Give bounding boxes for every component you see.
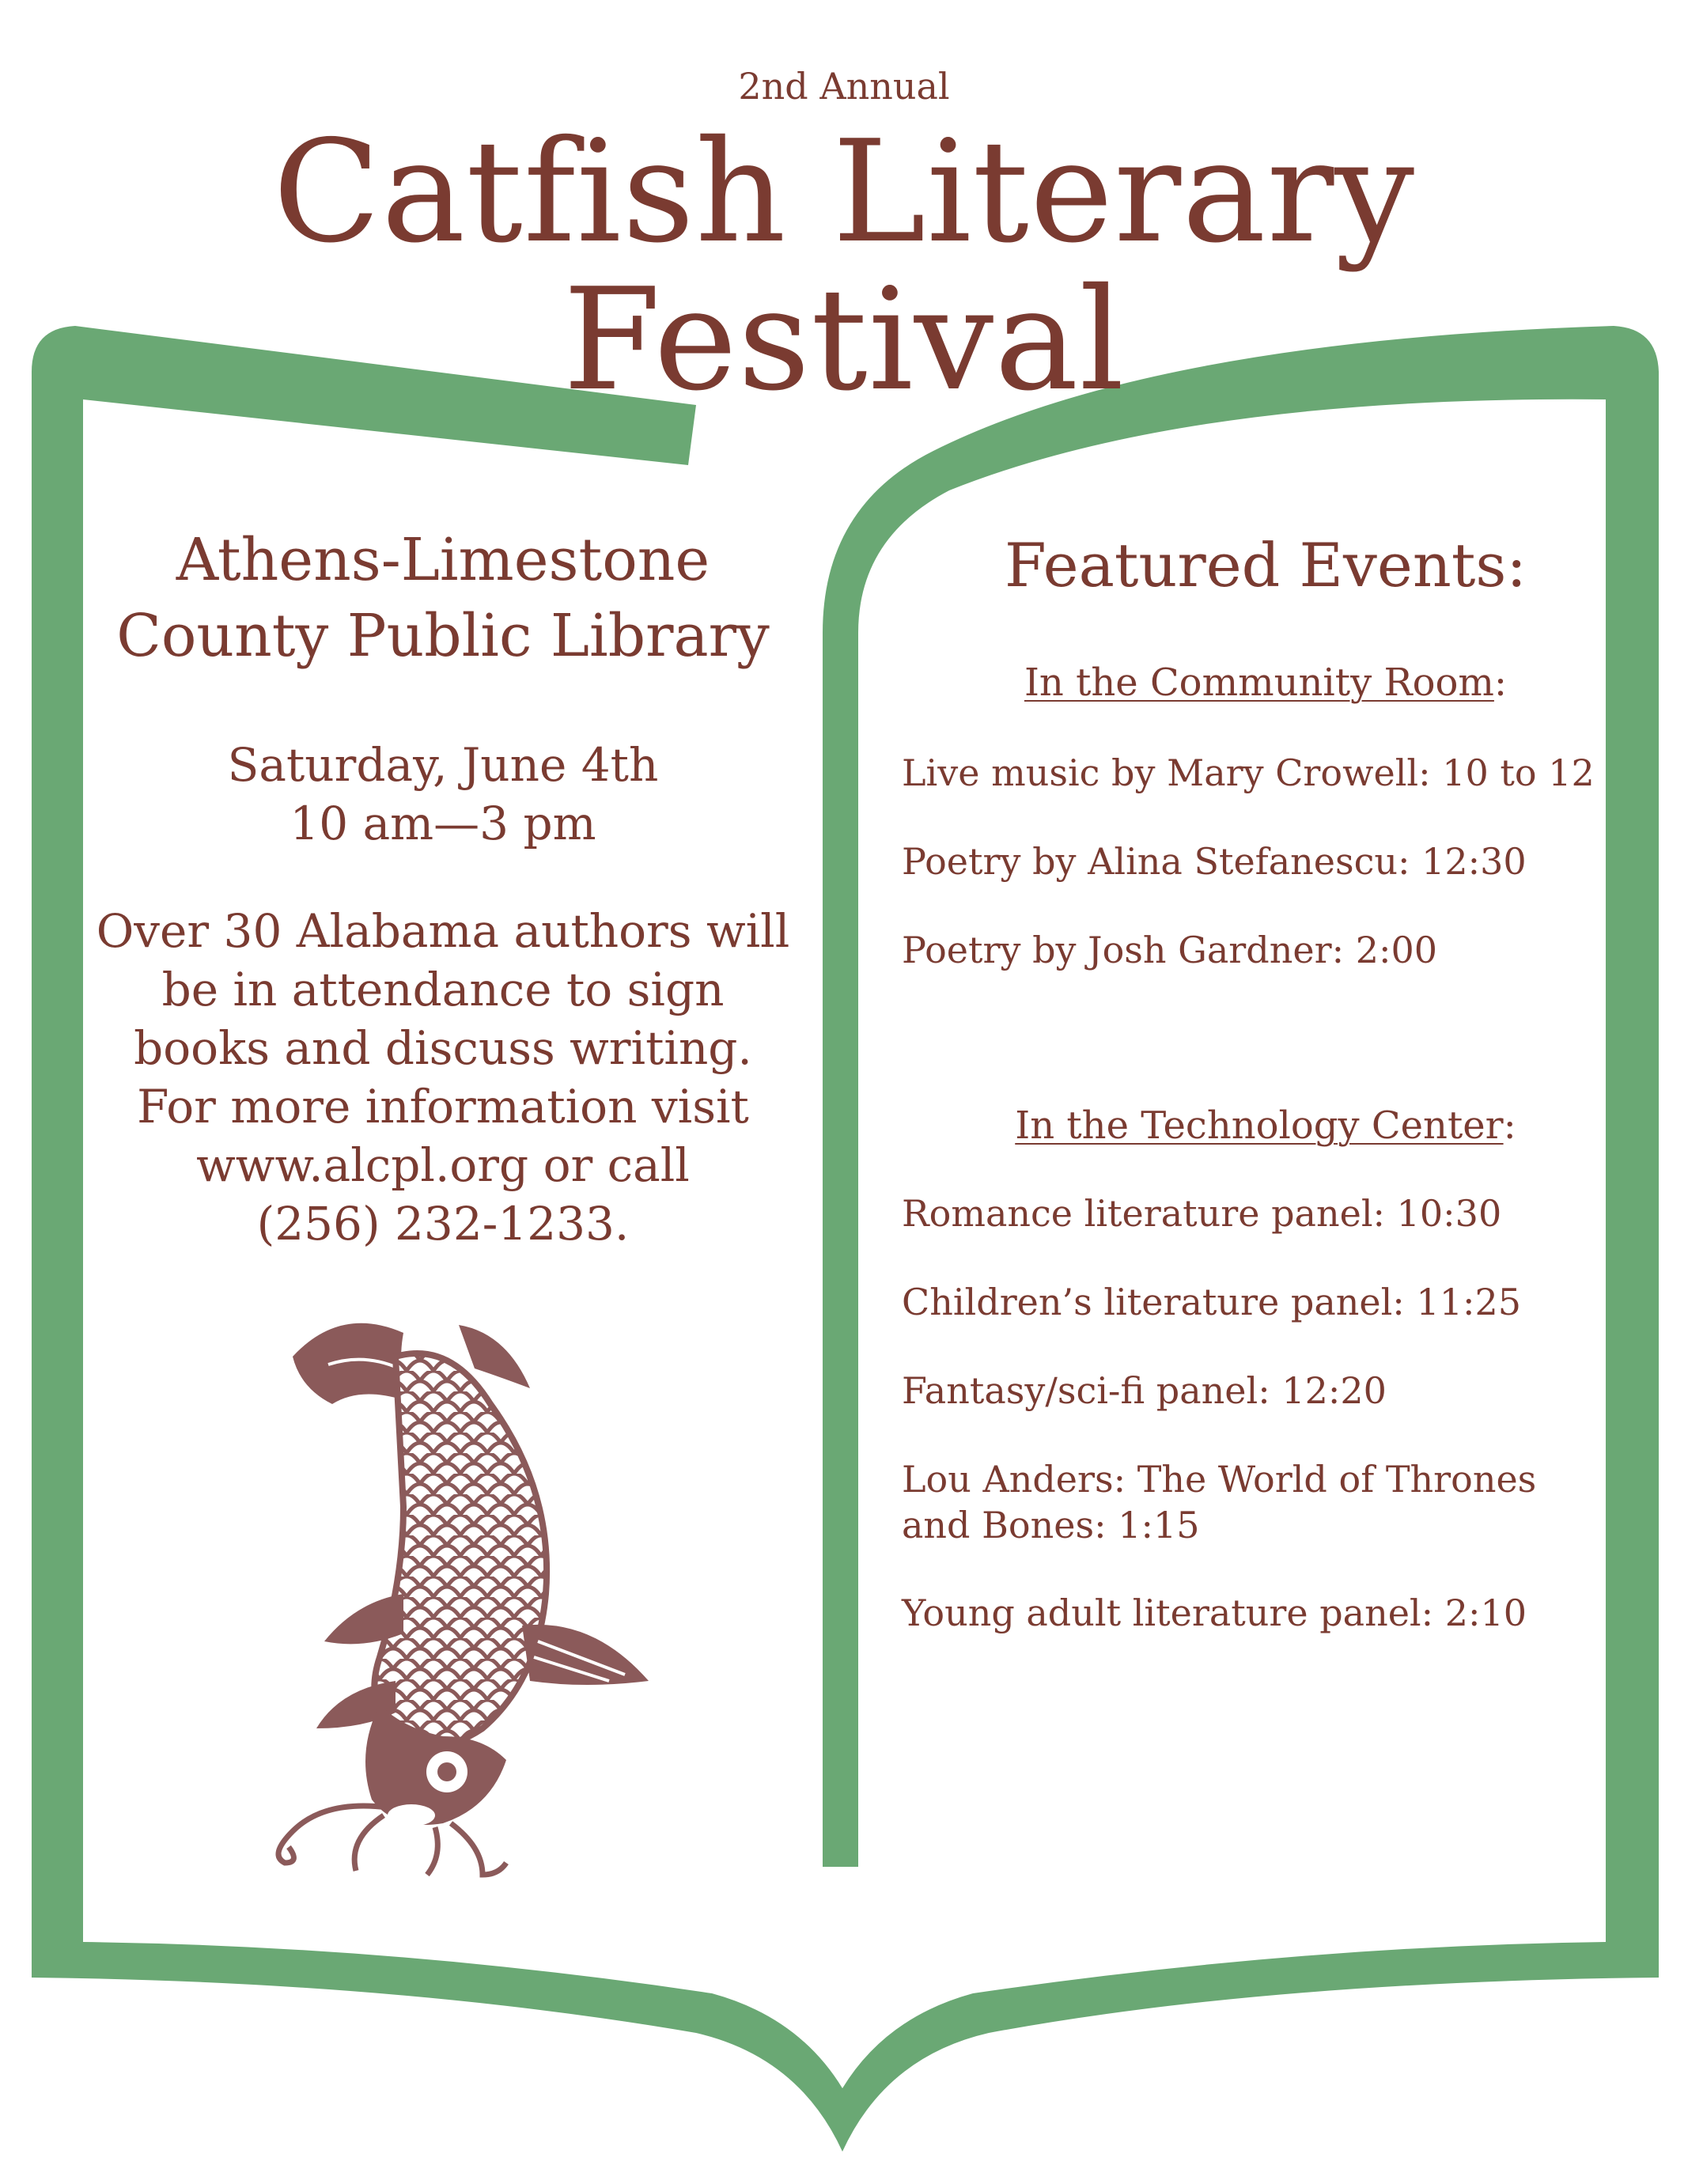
info-line: be in attendance to sign [161, 963, 725, 1016]
list-item: Poetry by Alina Stefanescu: 12:30 [902, 840, 1527, 883]
event-date [87, 736, 799, 853]
info-line: www.alcpl.org or call [196, 1138, 690, 1192]
info-line: Over 30 Alabama authors will [96, 904, 790, 958]
info-line: For more information visit [137, 1080, 749, 1134]
list-item: Young adult literature panel: 2:10 [902, 1592, 1527, 1634]
featured-events-heading: Featured Events: [1005, 530, 1527, 600]
library-name-line: County Public Library [116, 602, 770, 670]
list-item: Lou Anders: The World of Thrones and Bones: 1:15 [902, 1458, 1537, 1546]
list-item: Poetry by Josh Gardner: 2:00 [902, 929, 1437, 971]
info-line: books and discuss writing. [134, 1021, 752, 1075]
list-item: Fantasy/sci-fi panel: 12:20 [902, 1369, 1387, 1412]
technology-center-label: In the Technology Center [1015, 1103, 1504, 1148]
library-name [87, 522, 799, 674]
time-line: 10 am—3 pm [290, 797, 596, 850]
subtitle: 2nd Annual [738, 65, 950, 108]
date-line: Saturday, June 4th [227, 738, 659, 792]
library-name-line: Athens-Limestone [176, 526, 710, 594]
technology-center-heading [910, 1103, 1622, 1148]
info-paragraph [87, 902, 799, 1253]
list-item: Romance literature panel: 10:30 [902, 1192, 1502, 1235]
community-room-heading [910, 660, 1622, 705]
info-line: (256) 232-1233. [256, 1197, 630, 1251]
page-title: Catfish Literary Festival [272, 110, 1416, 422]
colon: : [1493, 660, 1508, 705]
list-item: Children’s literature panel: 11:25 [902, 1281, 1521, 1323]
community-room-label: In the Community Room [1024, 660, 1494, 705]
list-item: Live music by Mary Crowell: 10 to 12 [902, 751, 1595, 794]
colon: : [1503, 1103, 1516, 1148]
catfish-icon [245, 1309, 657, 1879]
